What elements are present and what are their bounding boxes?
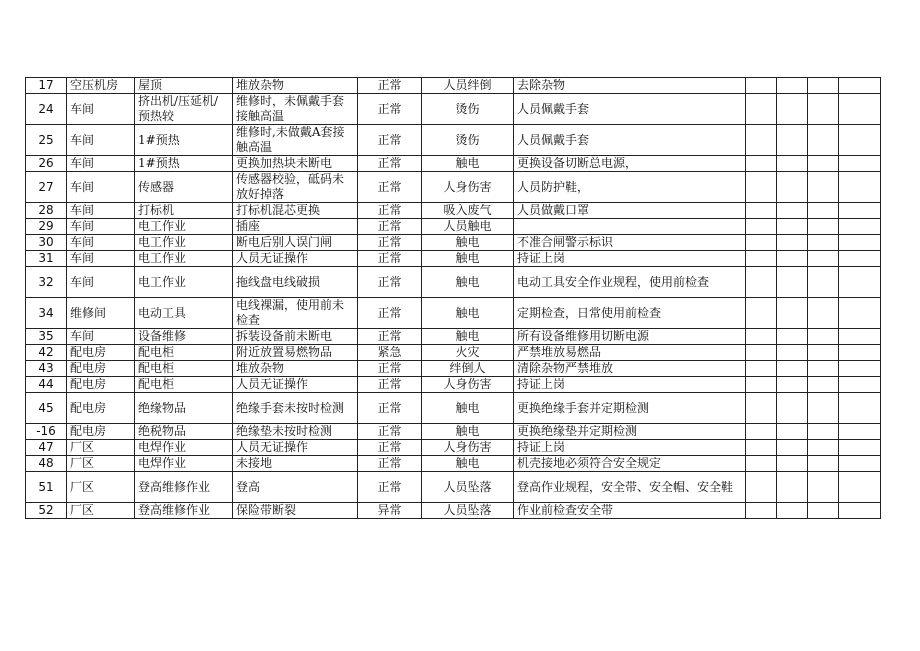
unit-cell: 电工作业: [135, 267, 233, 298]
blank-cell: [839, 94, 881, 125]
blank-cell: [777, 78, 808, 94]
hazard-cell: 保险带断裂: [233, 503, 358, 519]
status-cell: 正常: [358, 156, 422, 172]
area-cell: 配电房: [67, 393, 135, 424]
hazard-cell: 维修时,未做戴A套接触高温: [233, 125, 358, 156]
table-row: [26, 345, 881, 361]
consequence-cell: 人员触电: [422, 219, 514, 235]
blank-cell: [808, 503, 839, 519]
blank-cell: [839, 267, 881, 298]
blank-cell: [746, 361, 777, 377]
row-number: 31: [26, 251, 67, 267]
consequence-cell: 人员坠落: [422, 472, 514, 503]
hazard-cell: 电线裸漏，使用前未检查: [233, 298, 358, 329]
measure-cell: 定期检查，日常使用前检查: [514, 298, 746, 329]
blank-cell: [808, 235, 839, 251]
row-number: 29: [26, 219, 67, 235]
measure-cell: 电动工具安全作业规程，使用前检查: [514, 267, 746, 298]
consequence-cell: 人身伤害: [422, 377, 514, 393]
status-cell: 正常: [358, 235, 422, 251]
consequence-cell: 触电: [422, 156, 514, 172]
consequence-cell: 触电: [422, 251, 514, 267]
table-row: [26, 329, 881, 345]
blank-cell: [746, 472, 777, 503]
blank-cell: [839, 361, 881, 377]
blank-cell: [839, 203, 881, 219]
blank-cell: [746, 125, 777, 156]
unit-cell: 传感器: [135, 172, 233, 203]
status-cell: 正常: [358, 472, 422, 503]
blank-cell: [839, 329, 881, 345]
blank-cell: [777, 503, 808, 519]
unit-cell: 电工作业: [135, 251, 233, 267]
status-cell: 正常: [358, 393, 422, 424]
hazard-cell: 人员无证操作: [233, 377, 358, 393]
area-cell: 车间: [67, 172, 135, 203]
measure-cell: 持证上岗: [514, 440, 746, 456]
blank-cell: [777, 267, 808, 298]
measure-cell: 人员佩戴手套: [514, 94, 746, 125]
blank-cell: [839, 393, 881, 424]
blank-cell: [839, 235, 881, 251]
blank-cell: [808, 172, 839, 203]
area-cell: 配电房: [67, 424, 135, 440]
status-cell: 异常: [358, 503, 422, 519]
unit-cell: 电动工具: [135, 298, 233, 329]
area-cell: 车间: [67, 219, 135, 235]
status-cell: 正常: [358, 251, 422, 267]
unit-cell: 登高维修作业: [135, 472, 233, 503]
hazard-cell: 堆放杂物: [233, 78, 358, 94]
hazard-cell: 断电后别人误门闸: [233, 235, 358, 251]
hazard-cell: 绝缘垫未按时检测: [233, 424, 358, 440]
blank-cell: [839, 219, 881, 235]
blank-cell: [839, 456, 881, 472]
hazard-cell: 人员无证操作: [233, 440, 358, 456]
measure-cell: 人员防护鞋，: [514, 172, 746, 203]
blank-cell: [839, 78, 881, 94]
blank-cell: [746, 456, 777, 472]
status-cell: 正常: [358, 94, 422, 125]
blank-cell: [808, 251, 839, 267]
blank-cell: [808, 78, 839, 94]
measure-cell: 所有设备维修用切断电源: [514, 329, 746, 345]
blank-cell: [777, 393, 808, 424]
row-number: 48: [26, 456, 67, 472]
blank-cell: [777, 472, 808, 503]
hazard-cell: 打标机混芯更换: [233, 203, 358, 219]
area-cell: 空压机房: [67, 78, 135, 94]
consequence-cell: 触电: [422, 298, 514, 329]
table-row: [26, 377, 881, 393]
blank-cell: [746, 267, 777, 298]
blank-cell: [746, 235, 777, 251]
hazard-cell: 附近放置易燃物品: [233, 345, 358, 361]
consequence-cell: 触电: [422, 235, 514, 251]
blank-cell: [777, 345, 808, 361]
blank-cell: [746, 440, 777, 456]
area-cell: 厂区: [67, 503, 135, 519]
area-cell: 车间: [67, 329, 135, 345]
blank-cell: [777, 156, 808, 172]
area-cell: 车间: [67, 94, 135, 125]
unit-cell: 登高维修作业: [135, 503, 233, 519]
table-row: [26, 424, 881, 440]
table-row: [26, 94, 881, 125]
unit-cell: 配电柜: [135, 377, 233, 393]
hazard-cell: 维修时，未佩戴手套接触高温: [233, 94, 358, 125]
hazard-cell: 绝缘手套未按时检测: [233, 393, 358, 424]
area-cell: 车间: [67, 203, 135, 219]
blank-cell: [746, 298, 777, 329]
blank-cell: [746, 424, 777, 440]
row-number: 52: [26, 503, 67, 519]
table-row: [26, 298, 881, 329]
blank-cell: [777, 424, 808, 440]
blank-cell: [746, 393, 777, 424]
blank-cell: [777, 440, 808, 456]
blank-cell: [808, 94, 839, 125]
measure-cell: 更换绝缘手套并定期检测: [514, 393, 746, 424]
row-number: 44: [26, 377, 67, 393]
blank-cell: [746, 503, 777, 519]
unit-cell: 打标机: [135, 203, 233, 219]
consequence-cell: 触电: [422, 329, 514, 345]
blank-cell: [746, 156, 777, 172]
table-row: [26, 203, 881, 219]
blank-cell: [808, 440, 839, 456]
table-row: [26, 393, 881, 424]
blank-cell: [839, 251, 881, 267]
blank-cell: [746, 377, 777, 393]
row-number: 17: [26, 78, 67, 94]
table-row: [26, 251, 881, 267]
measure-cell: 不准合闸警示标识: [514, 235, 746, 251]
area-cell: 车间: [67, 267, 135, 298]
table-row: [26, 219, 881, 235]
blank-cell: [777, 203, 808, 219]
blank-cell: [808, 345, 839, 361]
row-number: 32: [26, 267, 67, 298]
status-cell: 正常: [358, 377, 422, 393]
unit-cell: 绝缘物品: [135, 393, 233, 424]
row-number: 47: [26, 440, 67, 456]
blank-cell: [746, 219, 777, 235]
unit-cell: 电工作业: [135, 235, 233, 251]
status-cell: 正常: [358, 219, 422, 235]
measure-cell: 登高作业规程，安全带、安全帽、安全鞋: [514, 472, 746, 503]
row-number: 45: [26, 393, 67, 424]
blank-cell: [808, 298, 839, 329]
blank-cell: [746, 251, 777, 267]
hazard-cell: 未接地: [233, 456, 358, 472]
measure-cell: 机壳接地必须符合安全规定: [514, 456, 746, 472]
status-cell: 紧急: [358, 345, 422, 361]
blank-cell: [777, 329, 808, 345]
area-cell: 厂区: [67, 440, 135, 456]
risk-table-body: [26, 78, 881, 519]
blank-cell: [808, 393, 839, 424]
unit-cell: 绝税物品: [135, 424, 233, 440]
area-cell: 厂区: [67, 472, 135, 503]
measure-cell: 去除杂物: [514, 78, 746, 94]
blank-cell: [808, 156, 839, 172]
area-cell: 车间: [67, 156, 135, 172]
measure-cell: 持证上岗: [514, 251, 746, 267]
measure-cell: 更换绝缘垫并定期检测: [514, 424, 746, 440]
hazard-cell: 插座: [233, 219, 358, 235]
measure-cell: 严禁堆放易燃品: [514, 345, 746, 361]
blank-cell: [746, 329, 777, 345]
row-number: 34: [26, 298, 67, 329]
blank-cell: [746, 172, 777, 203]
status-cell: 正常: [358, 78, 422, 94]
measure-cell: [514, 219, 746, 235]
area-cell: 厂区: [67, 456, 135, 472]
row-number: 27: [26, 172, 67, 203]
hazard-cell: 拆装设备前未断电: [233, 329, 358, 345]
row-number: 42: [26, 345, 67, 361]
blank-cell: [808, 267, 839, 298]
unit-cell: 配电柜: [135, 345, 233, 361]
blank-cell: [777, 456, 808, 472]
blank-cell: [777, 172, 808, 203]
status-cell: 正常: [358, 361, 422, 377]
consequence-cell: 触电: [422, 456, 514, 472]
hazard-cell: 传感器校验，砥码未放好掉落: [233, 172, 358, 203]
blank-cell: [839, 424, 881, 440]
measure-cell: 持证上岗: [514, 377, 746, 393]
blank-cell: [839, 298, 881, 329]
status-cell: 正常: [358, 125, 422, 156]
measure-cell: 更换设备切断总电源，: [514, 156, 746, 172]
status-cell: 正常: [358, 456, 422, 472]
hazard-cell: 更换加热块未断电: [233, 156, 358, 172]
blank-cell: [839, 440, 881, 456]
blank-cell: [839, 377, 881, 393]
hazard-cell: 堆放杂物: [233, 361, 358, 377]
measure-cell: 人员做戴口罩: [514, 203, 746, 219]
status-cell: 正常: [358, 172, 422, 203]
area-cell: 配电房: [67, 345, 135, 361]
hazard-cell: 人员无证操作: [233, 251, 358, 267]
unit-cell: 挤出机/压延机/预热较: [135, 94, 233, 125]
row-number: 35: [26, 329, 67, 345]
blank-cell: [808, 203, 839, 219]
unit-cell: 电焊作业: [135, 440, 233, 456]
blank-cell: [746, 94, 777, 125]
row-number: 28: [26, 203, 67, 219]
table-row: [26, 172, 881, 203]
area-cell: 车间: [67, 251, 135, 267]
blank-cell: [808, 377, 839, 393]
status-cell: 正常: [358, 203, 422, 219]
consequence-cell: 触电: [422, 393, 514, 424]
hazard-cell: 登高: [233, 472, 358, 503]
row-number: 30: [26, 235, 67, 251]
table-row: [26, 78, 881, 94]
table-row: [26, 472, 881, 503]
blank-cell: [777, 94, 808, 125]
row-number: 26: [26, 156, 67, 172]
consequence-cell: 触电: [422, 424, 514, 440]
blank-cell: [777, 251, 808, 267]
table-row: [26, 156, 881, 172]
blank-cell: [808, 456, 839, 472]
consequence-cell: 绊倒人: [422, 361, 514, 377]
consequence-cell: 烫伤: [422, 94, 514, 125]
table-row: [26, 361, 881, 377]
row-number: 51: [26, 472, 67, 503]
blank-cell: [777, 125, 808, 156]
area-cell: 车间: [67, 235, 135, 251]
blank-cell: [808, 219, 839, 235]
unit-cell: 设备维修: [135, 329, 233, 345]
blank-cell: [839, 345, 881, 361]
blank-cell: [777, 298, 808, 329]
area-cell: 配电房: [67, 377, 135, 393]
unit-cell: 电焊作业: [135, 456, 233, 472]
table-row: [26, 503, 881, 519]
table-row: [26, 267, 881, 298]
area-cell: 维修间: [67, 298, 135, 329]
blank-cell: [777, 219, 808, 235]
blank-cell: [839, 125, 881, 156]
blank-cell: [777, 361, 808, 377]
status-cell: 正常: [358, 298, 422, 329]
blank-cell: [808, 329, 839, 345]
consequence-cell: 人员绊倒: [422, 78, 514, 94]
measure-cell: 人员佩戴手套: [514, 125, 746, 156]
blank-cell: [808, 472, 839, 503]
row-number: -16: [26, 424, 67, 440]
consequence-cell: 触电: [422, 267, 514, 298]
status-cell: 正常: [358, 329, 422, 345]
area-cell: 车间: [67, 125, 135, 156]
row-number: 24: [26, 94, 67, 125]
status-cell: 正常: [358, 267, 422, 298]
blank-cell: [746, 203, 777, 219]
blank-cell: [839, 156, 881, 172]
consequence-cell: 火灾: [422, 345, 514, 361]
row-number: 43: [26, 361, 67, 377]
consequence-cell: 人身伤害: [422, 172, 514, 203]
blank-cell: [746, 78, 777, 94]
unit-cell: 1#预热: [135, 125, 233, 156]
unit-cell: 1#预热: [135, 156, 233, 172]
blank-cell: [808, 361, 839, 377]
consequence-cell: 人员坠落: [422, 503, 514, 519]
blank-cell: [777, 235, 808, 251]
status-cell: 正常: [358, 440, 422, 456]
table-row: [26, 125, 881, 156]
blank-cell: [808, 424, 839, 440]
table-row: [26, 440, 881, 456]
blank-cell: [839, 472, 881, 503]
status-cell: 正常: [358, 424, 422, 440]
unit-cell: 屋顶: [135, 78, 233, 94]
blank-cell: [777, 377, 808, 393]
blank-cell: [746, 345, 777, 361]
measure-cell: 作业前检查安全带: [514, 503, 746, 519]
unit-cell: 电工作业: [135, 219, 233, 235]
table-row: [26, 235, 881, 251]
consequence-cell: 吸入废气: [422, 203, 514, 219]
row-number: 25: [26, 125, 67, 156]
risk-table: [25, 77, 881, 519]
hazard-cell: 拖线盘电线破损: [233, 267, 358, 298]
unit-cell: 配电柜: [135, 361, 233, 377]
measure-cell: 清除杂物严禁堆放: [514, 361, 746, 377]
blank-cell: [839, 172, 881, 203]
consequence-cell: 烫伤: [422, 125, 514, 156]
consequence-cell: 人身伤害: [422, 440, 514, 456]
area-cell: 配电房: [67, 361, 135, 377]
blank-cell: [808, 125, 839, 156]
blank-cell: [839, 503, 881, 519]
table-row: [26, 456, 881, 472]
